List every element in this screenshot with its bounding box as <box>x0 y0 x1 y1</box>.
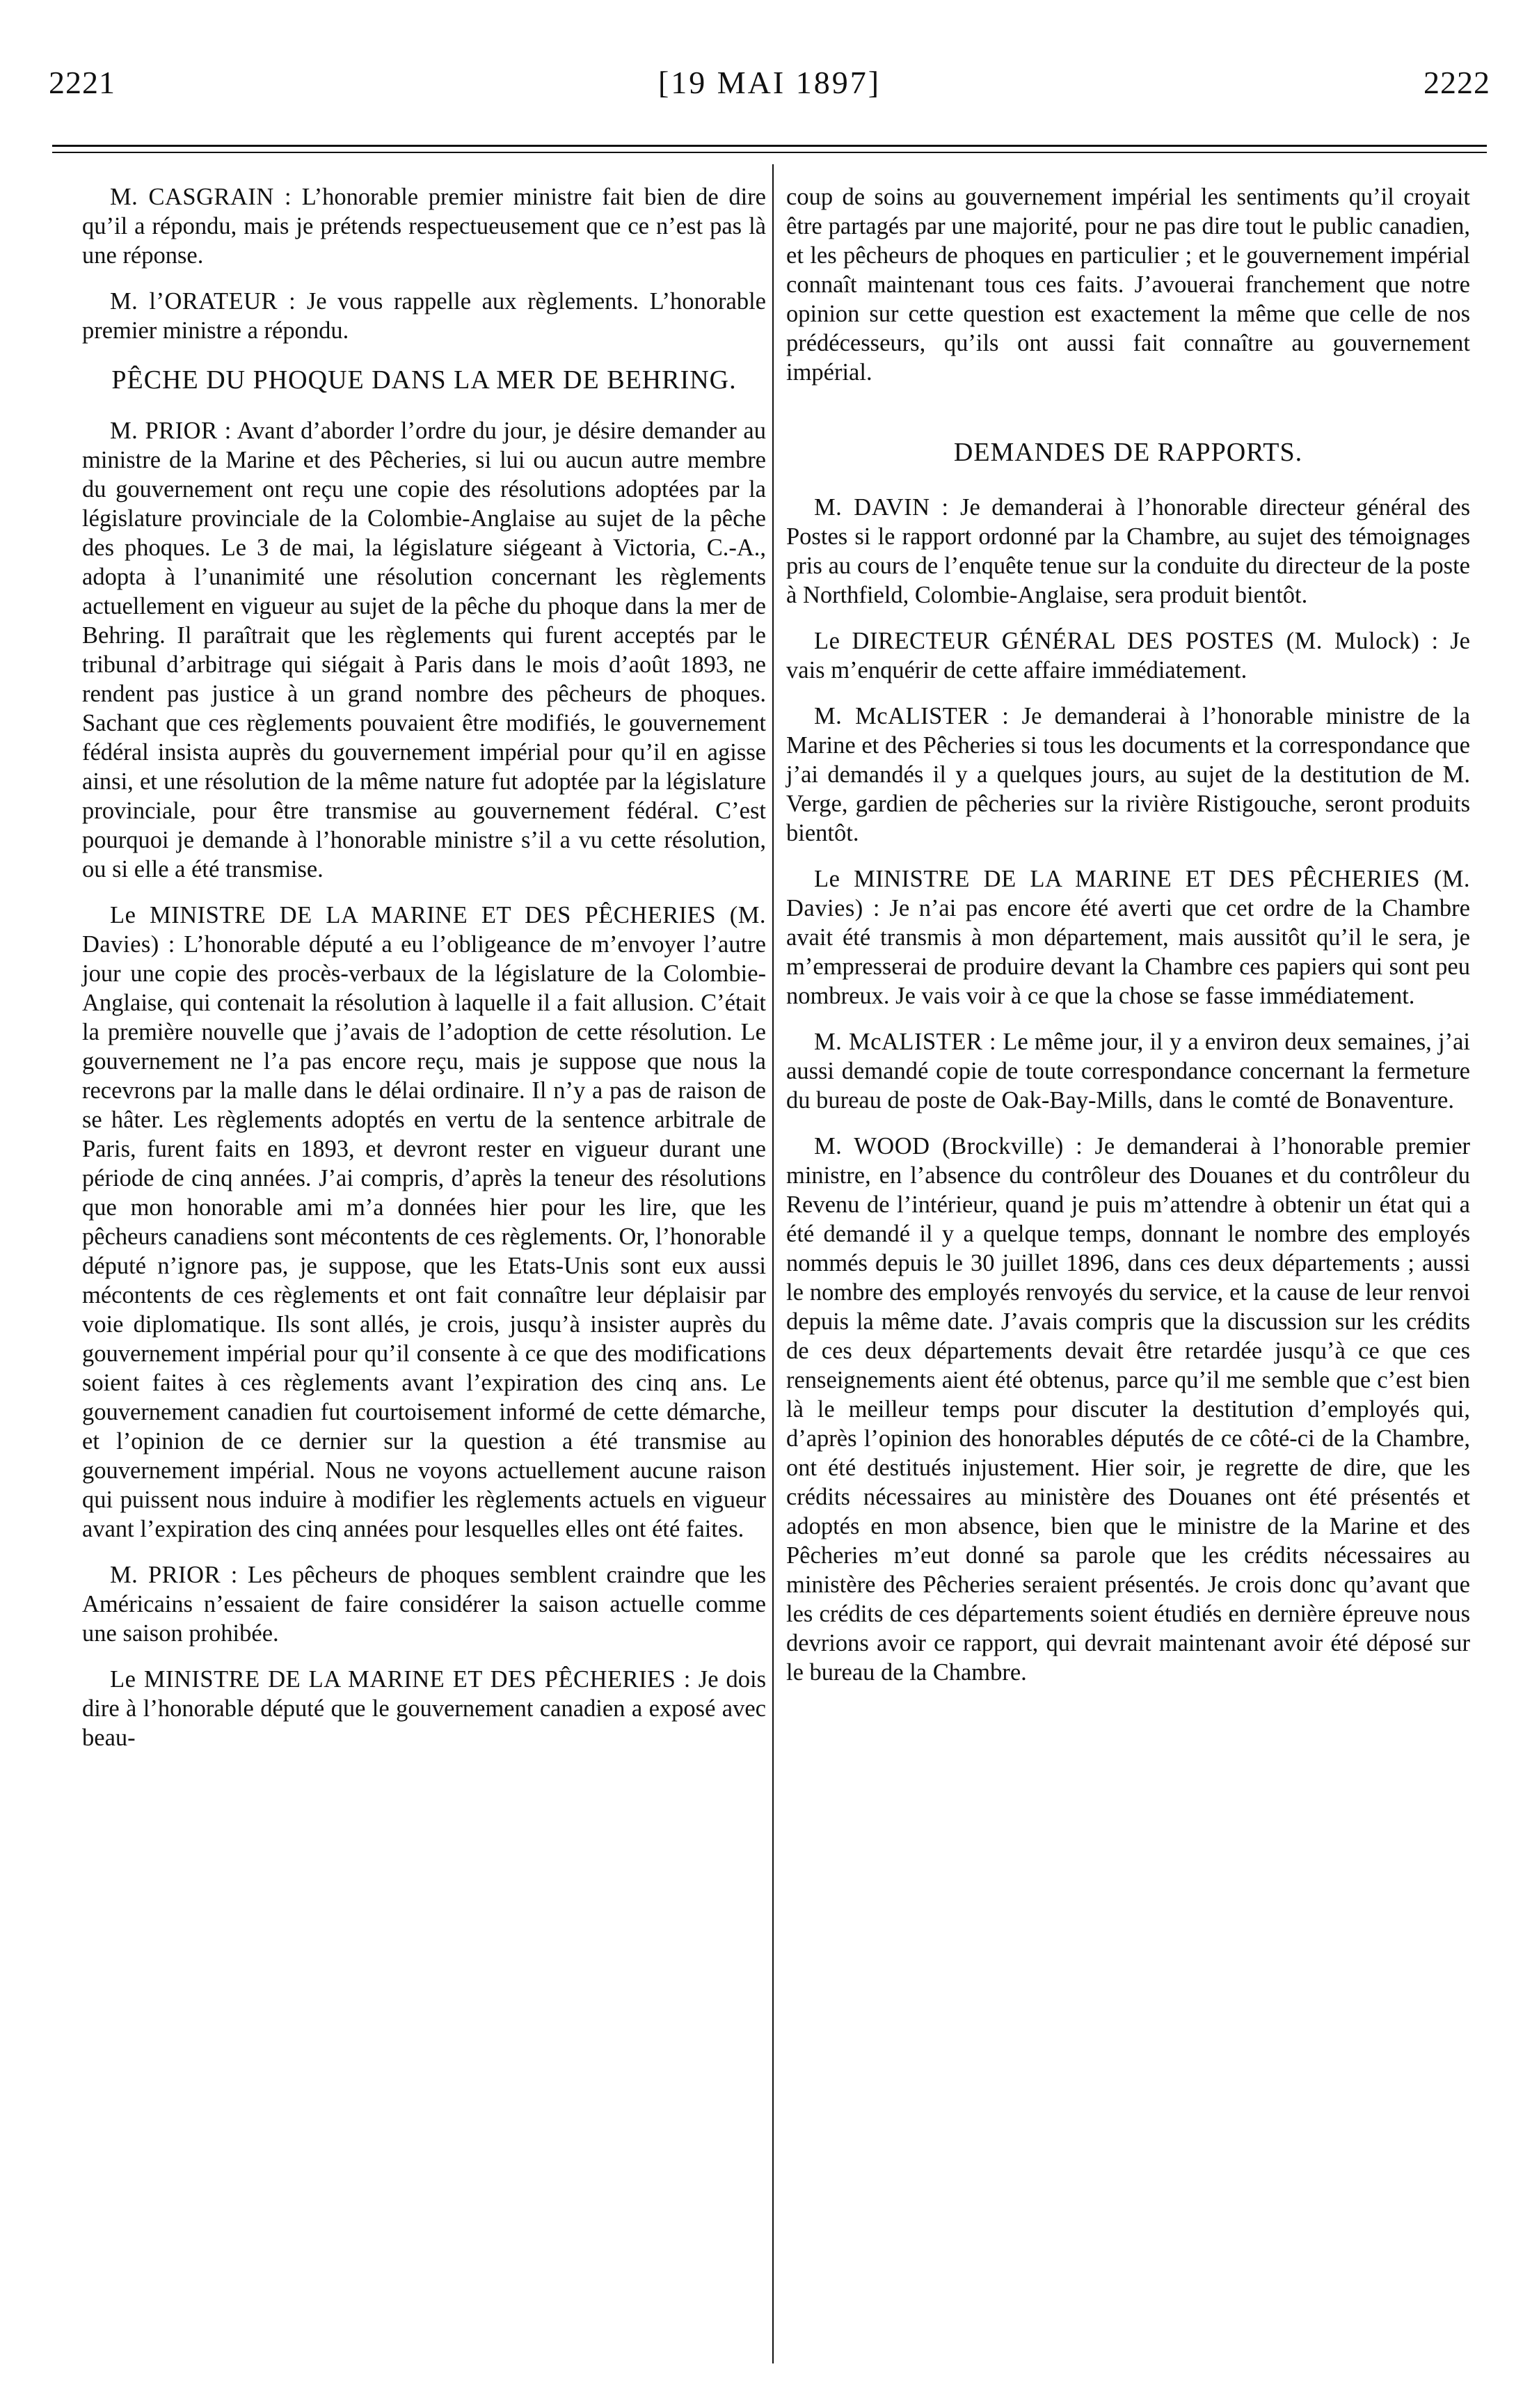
speech-text: Je demanderai à l’honorable ministre de la Marine et des Pêcheries si tous les documents et la correspondance que j’ai demandés il y a quelques jours, au sujet de la destitution de M. Verge, gardien de pêcheries sur la rivière Ristigouche, seront produits bientôt. <box>786 703 1471 846</box>
speech-text: Je dois dire à l’honorable député que le gouvernement canadien a exposé avec beau- <box>82 1666 767 1751</box>
speaker-name: M. McALISTER : <box>814 1029 997 1055</box>
left-column <box>82 182 766 1769</box>
speaker-name: Le MINISTRE DE LA MARINE ET DES PÊCHERIES (M. Davies) : <box>82 902 766 958</box>
speaker-name: M. PRIOR : <box>110 1562 238 1588</box>
section-heading: PÊCHE DU PHOQUE DANS LA MER DE BEHRING. <box>111 365 737 395</box>
paragraph <box>82 287 766 345</box>
speaker-name: M. McALISTER : <box>814 703 1010 729</box>
paragraph <box>82 1560 766 1648</box>
header-rule-top <box>52 145 1487 147</box>
paragraph <box>786 1132 1470 1687</box>
paragraph <box>786 626 1470 685</box>
speech-text: Je demanderai à l’honorable directeur général des Postes si le rapport ordonné par la Chambre, au sujet des témoignages pris au cours de l’enquête tenue sur la conduite du directeur de la poste à Northfield, Colombie-Anglaise, sera produit bientôt. <box>786 494 1471 608</box>
speech-text: L’honorable premier ministre fait bien de dire qu’il a répondu, mais je prétends respectueusement que ce n’est pas là une réponse. <box>82 184 766 269</box>
speech-text: Les pêcheurs de phoques semblent craindre que les Américains n’essaient de faire considérer la saison actuelle comme une saison prohibée. <box>82 1562 766 1647</box>
speech-text: L’honorable député a eu l’obligeance de m’envoyer l’autre jour une copie des procès-verbaux de la législature de la Colombie-Anglaise, qui contenait la résolution à laquelle il a fait allusion. C’était la première nouvelle que j’avais de l’adoption de cette résolution. Le gouvernement ne l’a pas encore reçu, mais je suppose que nous la recevrons par la malle dans le délai ordinaire. Il n’y a pas de raison de se hâter. Les règlements adoptés en vertu de la sentence arbitrale de Paris, furent faits en 1893, et devront rester en vigueur durant une période de cinq années. J’ai compris, d’après la teneur des résolutions que mon honorable ami m’a données hier pour les lire, que les pêcheurs canadiens sont mécontents de ces règlements. Or, l’honorable député n’ignore pas, je suppose, que les Etats-Unis sont eux aussi mécontents de ces règlements et ont fait connaître leur déplaisir par voie diplomatique. Ils sont allés, je crois, jusqu’à insister auprès du gouvernement impérial pour qu’il consente à ce que des modifications soient faites à ces règlements avant l’expiration des cinq ans. Le gouvernement canadien fut courtoisement informé de cette démarche, et l’opinion de ce dernier sur la question a été transmise au gouvernement impérial. Nous ne voyons actuellement aucune raison qui puissent nous induire à modifier les règlements actuels en vigueur avant l’expiration des cinq années pour lesquelles elles ont été faites. <box>82 931 766 1542</box>
header-date: [19 MAI 1897] <box>657 65 882 100</box>
page-header <box>49 64 1490 113</box>
paragraph <box>786 864 1470 1011</box>
speaker-name: Le MINISTRE DE LA MARINE ET DES PÊCHERIES : <box>110 1666 691 1693</box>
paragraph <box>786 493 1470 610</box>
speaker-name: Le DIRECTEUR GÉNÉRAL DES POSTES (M. Mulock) : <box>814 628 1439 654</box>
column-divider <box>772 164 774 2363</box>
speech-text: Je vous rappelle aux règlements. L’honorable premier ministre a répondu. <box>82 288 766 344</box>
speech-text: Je n’ai pas encore été averti que cet ordre de la Chambre avait été transmis à mon département, mais aussitôt qu’il le sera, je m’empresserai de produire devant la Chambre ces papiers qui sont peu nombreux. Je vais voir à ce que la chose se fasse immédiatement. <box>786 895 1470 1009</box>
speaker-name: M. l’ORATEUR : <box>110 288 296 315</box>
speech-text: Le même jour, il y a environ deux semaines, j’ai aussi demandé copie de toute correspondance concernant la fermeture du bureau de poste de Oak-Bay-Mills, dans le comté de Bonaventure. <box>786 1029 1470 1114</box>
right-column <box>786 182 1470 1704</box>
speech-text: Je demanderai à l’honorable premier ministre, en l’absence du contrôleur des Douanes et du contrôleur du Revenu de l’intérieur, quand je puis m’attendre à obtenir un état qui a été demandé il y a quelque temps, donnant le nombre des employés nommés depuis le 30 juillet 1896, dans ces deux départements ; aussi le nombre des employés renvoyés du service, et la cause de leur renvoi depuis la même date. J’avais compris que la discussion sur les crédits de ces deux départements devait être retardée jusqu’à ce que ces renseignements aient été obtenus, parce qu’il me semble que c’est bien là le meilleur temps pour discuter la destitution d’employés qui, d’après l’opinion des honorables députés de ce côté-ci de la Chambre, ont été destitués injustement. Hier soir, je regrette de dire, que les crédits nécessaires au ministère des Douanes ont été présentés et adoptés en mon absence, bien que le ministre de la Marine et des Pêcheries m’eut donné sa parole que les crédits nécessaires au ministère des Pêcheries seraient présentés. Je crois donc qu’avant que les crédits de ces départements soient étudiés en dernière épreuve nous devrions avoir ce rapport, qui devrait maintenant avoir été déposé sur le bureau de la Chambre. <box>786 1133 1470 1686</box>
speaker-name: M. CASGRAIN : <box>110 184 292 210</box>
paragraph-continued: coup de soins au gouvernement impérial les sentiments qu’il croyait être partagés par une majorité, pour ne pas dire tout le public canadien, et les pêcheurs de phoques en particulier ; et le gouvernement impérial connaît maintenant tous ces faits. J’avouerai franchement que notre opinion sur cette question est exactement la même que celle de nos prédécesseurs, qu’ils ont aussi fait connaître au gouvernement impérial. <box>786 184 1470 386</box>
paragraph <box>786 1027 1470 1115</box>
speaker-name: M. DAVIN : <box>814 494 949 521</box>
paragraph <box>82 182 766 270</box>
speaker-name: M. WOOD (Brockville) : <box>814 1133 1083 1159</box>
header-rule-bottom <box>52 152 1487 153</box>
paragraph <box>82 901 766 1544</box>
paragraph <box>82 1665 766 1752</box>
speech-text: Je vais m’enquérir de cette affaire immédiatement. <box>786 628 1470 683</box>
speech-text: Avant d’aborder l’ordre du jour, je désire demander au ministre de la Marine et des Pêcheries, si lui ou aucun autre membre du gouvernement ont reçu une copie des résolutions adoptées par la législature provinciale de la Colombie-Anglaise au sujet de la pêche des phoques. Le 3 de mai, la législature siégeant à Victoria, C.-A., adopta à l’unanimité une résolution concernant les règlements actuellement en vigueur au sujet de la pêche du phoque dans la mer de Behring. Il paraîtrait que les règlements qui furent acceptés par le tribunal d’arbitrage qui siégait à Paris dans le mois d’août 1893, ne rendent pas justice à un grand nombre des pêcheurs de phoques. Sachant que ces règlements pouvaient être modifiés, le gouvernement fédéral insista auprès du gouvernement impérial pour qu’il en agisse ainsi, et une résolution de la même nature fut adoptée par la législature provinciale, pour être transmise au gouvernement fédéral. C’est pourquoi je demande à l’honorable ministre s’il a vu cette résolution, ou si elle a été transmise. <box>82 418 766 882</box>
section-heading: DEMANDES DE RAPPORTS. <box>953 438 1303 467</box>
speaker-name: Le MINISTRE DE LA MARINE ET DES PÊCHERIES (M. Davies) : <box>786 866 1470 921</box>
page-number-right: 2222 <box>1424 65 1490 100</box>
paragraph <box>786 702 1470 848</box>
page-number-left: 2221 <box>49 65 115 100</box>
paragraph <box>82 416 766 884</box>
speaker-name: M. PRIOR : <box>110 418 232 444</box>
